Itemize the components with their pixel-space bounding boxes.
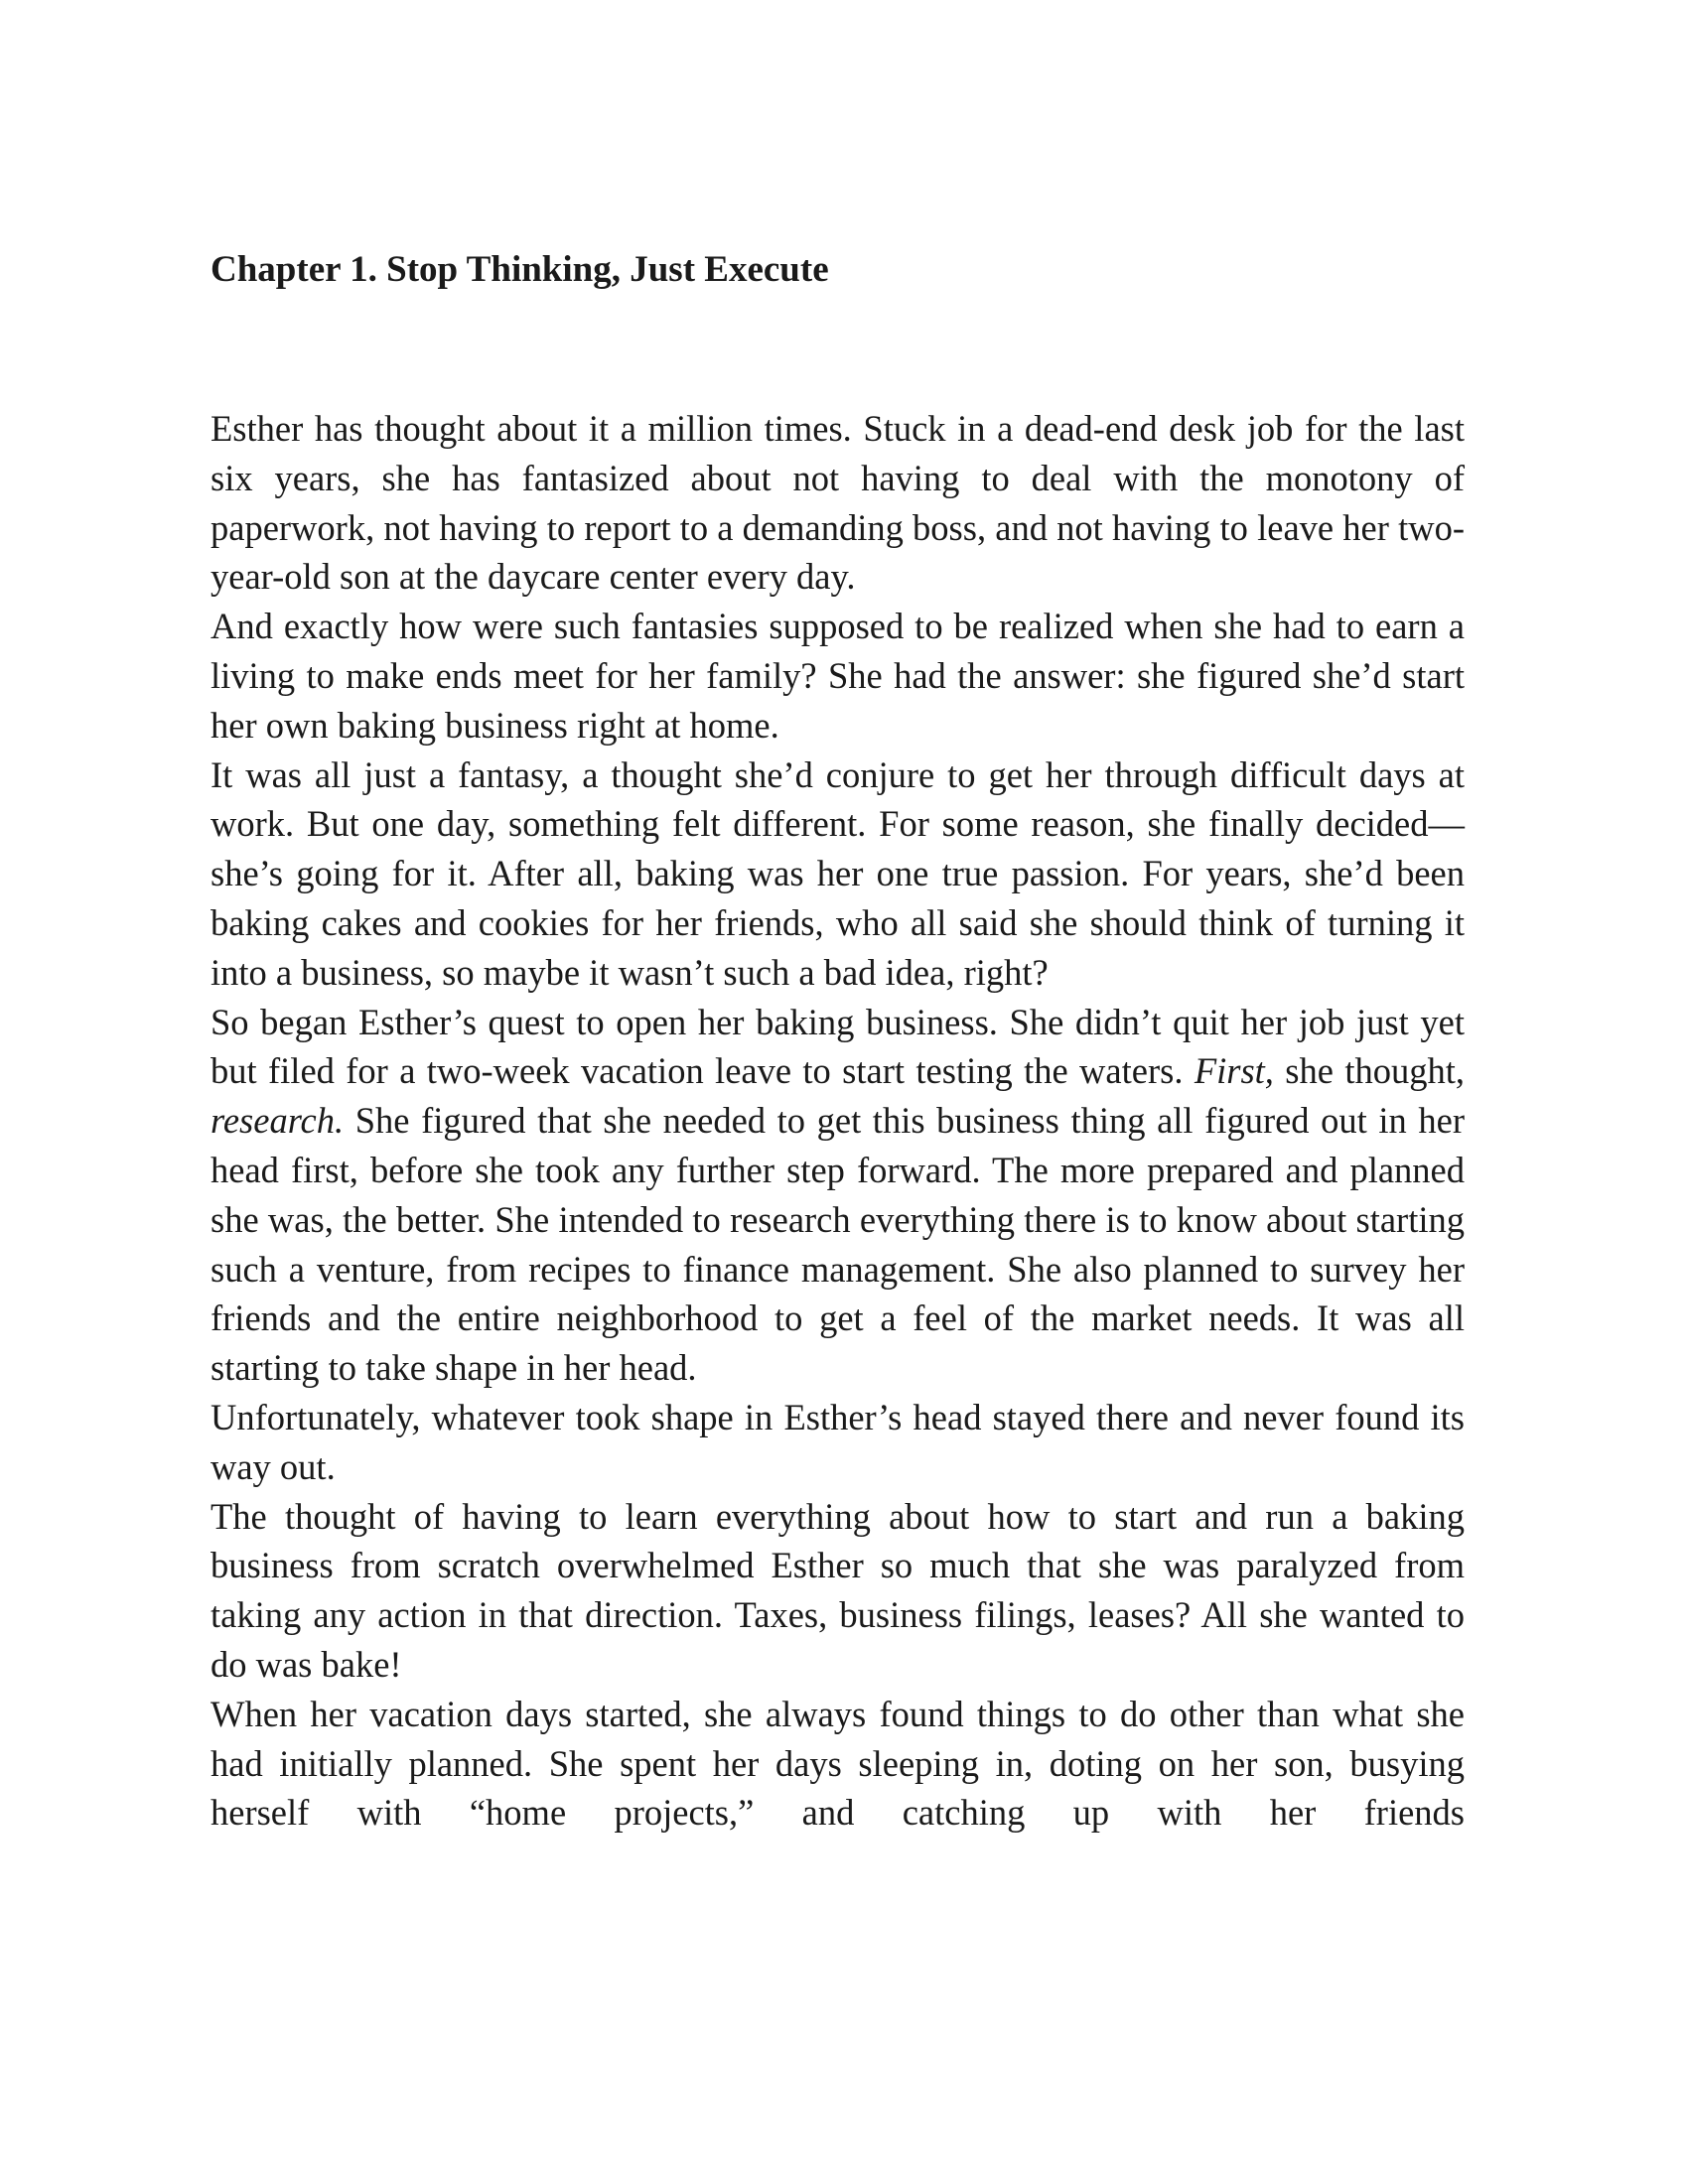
paragraph: Unfortunately, whatever took shape in Esther’s head stayed there and never found its way out. xyxy=(211,1396,1465,1487)
paragraph-text: she thought, xyxy=(1273,1050,1465,1092)
paragraph-text: So began Esther’s quest to open her baking business. She didn’t quit her job just yet but filed for a two-week vacation leave to start testing the waters. xyxy=(211,1001,1465,1092)
italic-text: research. xyxy=(211,1100,345,1142)
paragraph: When her vacation days started, she always found things to do other than what she had initially planned. She spent her days sleeping in, doting on her son, busying herself with “home projects,” and catching up with her friends xyxy=(211,1693,1465,1834)
paragraph xyxy=(211,998,1465,1393)
italic-text: First, xyxy=(1194,1050,1274,1092)
chapter-title: Chapter 1. Stop Thinking, Just Execute xyxy=(211,249,829,290)
paragraph: It was all just a fantasy, a thought she’d conjure to get her through difficult days at work. But one day, something felt different. For some reason, she finally decided—she’s going for it. After all, baking was her one true passion. For years, she’d been baking cakes and cookies for her friends, who all said she should think of turning it into a business, so maybe it wasn’t such a bad idea, right? xyxy=(211,753,1465,993)
body-text xyxy=(211,404,1465,1838)
paragraph-text: She figured that she needed to get this business thing all figured out in her head first, before she took any further step forward. The more prepared and planned she was, the better. She intended to research everything there is to know about starting such a venture, from recipes to finance management. She also planned to survey her friends and the entire neighborhood to get a feel of the market needs. It was all starting to take shape in her head. xyxy=(211,1100,1465,1389)
paragraph: Esther has thought about it a million times. Stuck in a dead-end desk job for the last six years, she has fantasized about not having to deal with the monotony of paperwork, not having to report to a demanding boss, and not having to leave her two-year-old son at the daycare center every day. xyxy=(211,408,1465,598)
paragraph: And exactly how were such fantasies supposed to be realized when she had to earn a living to make ends meet for her family? She had the answer: she figured she’d start her own baking business right at home. xyxy=(211,606,1465,746)
paragraph: The thought of having to learn everything about how to start and run a baking business from scratch overwhelmed Esther so much that she was paralyzed from taking any action in that direction. Taxes, business filings, leases? All she wanted to do was bake! xyxy=(211,1495,1465,1685)
